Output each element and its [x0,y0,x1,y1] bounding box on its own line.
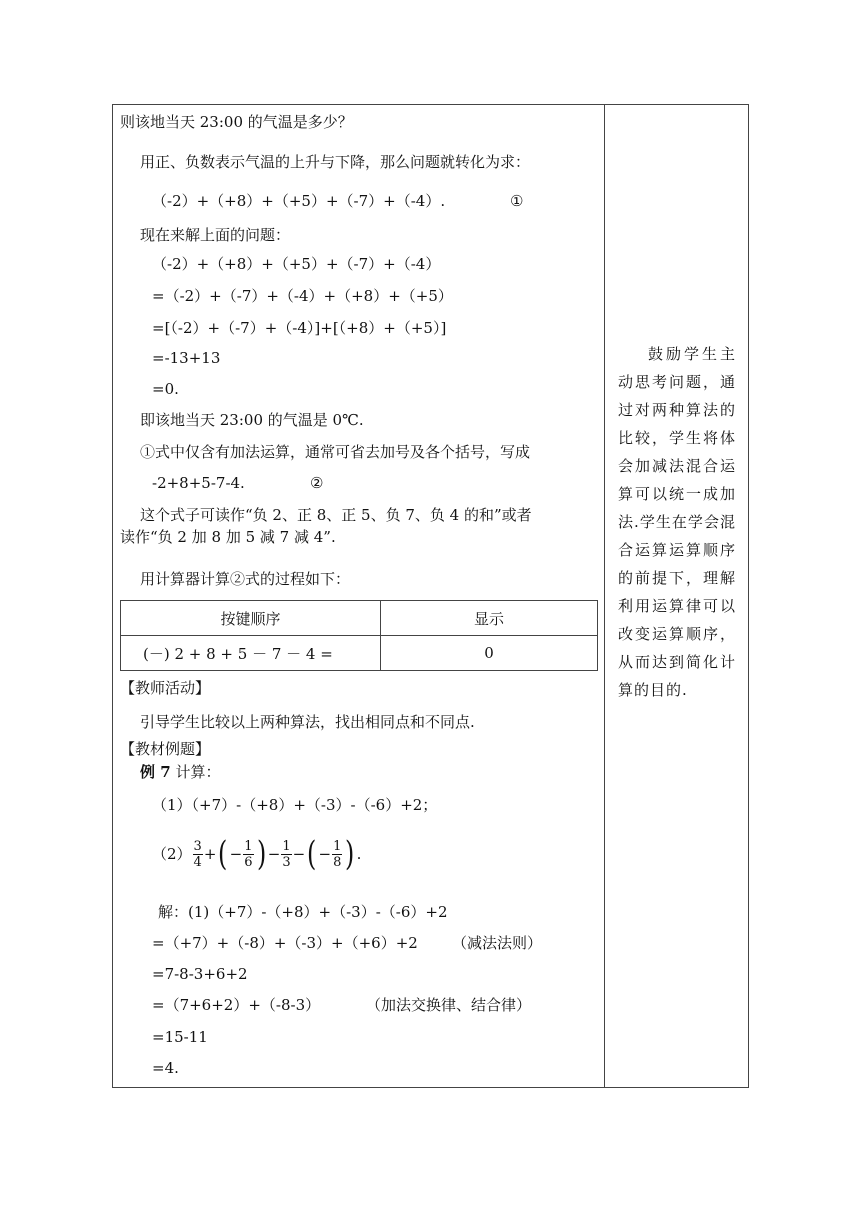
transform-line: 用正、负数表示气温的上升与下降，那么问题就转化为求： [140,153,531,171]
note-commutative-law: （加法交换律、结合律） [366,996,532,1014]
reading-line-2: 读作“负 2 加 8 加 5 减 7 减 4”. [120,528,336,546]
calculator-intro: 用计算器计算②式的过程如下： [140,570,351,588]
calc-step-3: =[（-2）+（-7）+（-4）]+[（+8）+（+5）] [152,319,447,337]
fraction-1-6: $\frac{1}{6}$ [244,838,253,870]
example-title [140,762,220,782]
simplify-line: ①式中仅含有加法运算，通常可省去加号及各个括号，写成 [140,443,531,461]
fraction-3-4: $\frac{3}{4}$ [193,838,202,870]
solution-line-5: =15-11 [152,1028,208,1046]
reading-line-1: 这个式子可读作“负 2、正 8、正 5、负 7、负 4 的和”或者 [140,506,532,524]
example-heading: 【教材例题】 [120,740,211,758]
example-label: 例 7 [140,763,171,781]
question-line: 则该地当天 23:00 的气温是多少？ [120,113,353,131]
teacher-text: 引导学生比较以上两种算法，找出相同点和不同点. [140,713,475,731]
ex2-label: （2） [152,845,192,863]
calc-step-1: （-2）+（+8）+（+5）+（-7）+（-4） [152,255,441,273]
fraction-1-8: $\frac{1}{8}$ [333,838,342,870]
design-intent-note: 鼓励学生主动思考问题，通过对两种算法的比较，学生将体会加减法混合运算可以统一成加法.学生在学会混合运算运算顺序的前提下，理解利用运算律可以改变运算顺序，从而达到简化计算的目的. [618,345,736,699]
example-part-1: （1）（+7）-（+8）+（-3）-（-6）+2； [152,796,438,814]
header-key-order: 按键顺序 [121,601,381,636]
expression-1: （-2）+（+8）+（+5）+（-7）+（-4）. ① [152,192,524,210]
mark-2: ② [310,474,324,492]
solution-line-2: =（+7）+（-8）+（-3）+（+6）+2 （减法法则） [152,934,543,952]
example-part-2: （2） $\frac{3}{4}$ +( − $\frac{1}{6}$ ) − $\frac{1}{3}$ −( − $\frac{1}{8}$ ) . [152,834,362,874]
header-display: 显示 [381,601,598,636]
calc-step-4: =-13+13 [152,349,221,367]
calc-step-2: =（-2）+（-7）+（-4）+（+8）+（+5） [152,287,453,305]
row-display-value: 0 [381,636,598,671]
calculator-table [120,600,598,671]
solve-intro: 现在来解上面的问题： [140,226,291,244]
row-key-sequence: (－) 2 + 8 + 5 － 7 － 4 = [121,636,381,671]
teacher-heading: 【教师活动】 [120,679,211,697]
mark-1: ① [510,192,524,210]
column-divider [604,104,605,1088]
example-instruction: 计算： [175,763,221,781]
solution-line-1: 解：(1)（+7）-（+8）+（-3）-（-6）+2 [158,903,448,921]
solution-line-6: =4. [152,1059,179,1077]
table-row [121,636,598,671]
note-subtraction-rule: （减法法则） [452,934,543,952]
table-header-row [121,601,598,636]
conclusion-line: 即该地当天 23:00 的气温是 0℃. [140,411,364,429]
expression-2: -2+8+5-7-4. ② [152,474,324,492]
solution-line-4: =（7+6+2）+（-8-3） （加法交换律、结合律） [152,996,532,1014]
calc-step-5: =0. [152,380,179,398]
solution-line-3: =7-8-3+6+2 [152,965,248,983]
fraction-1-3: $\frac{1}{3}$ [282,838,291,870]
